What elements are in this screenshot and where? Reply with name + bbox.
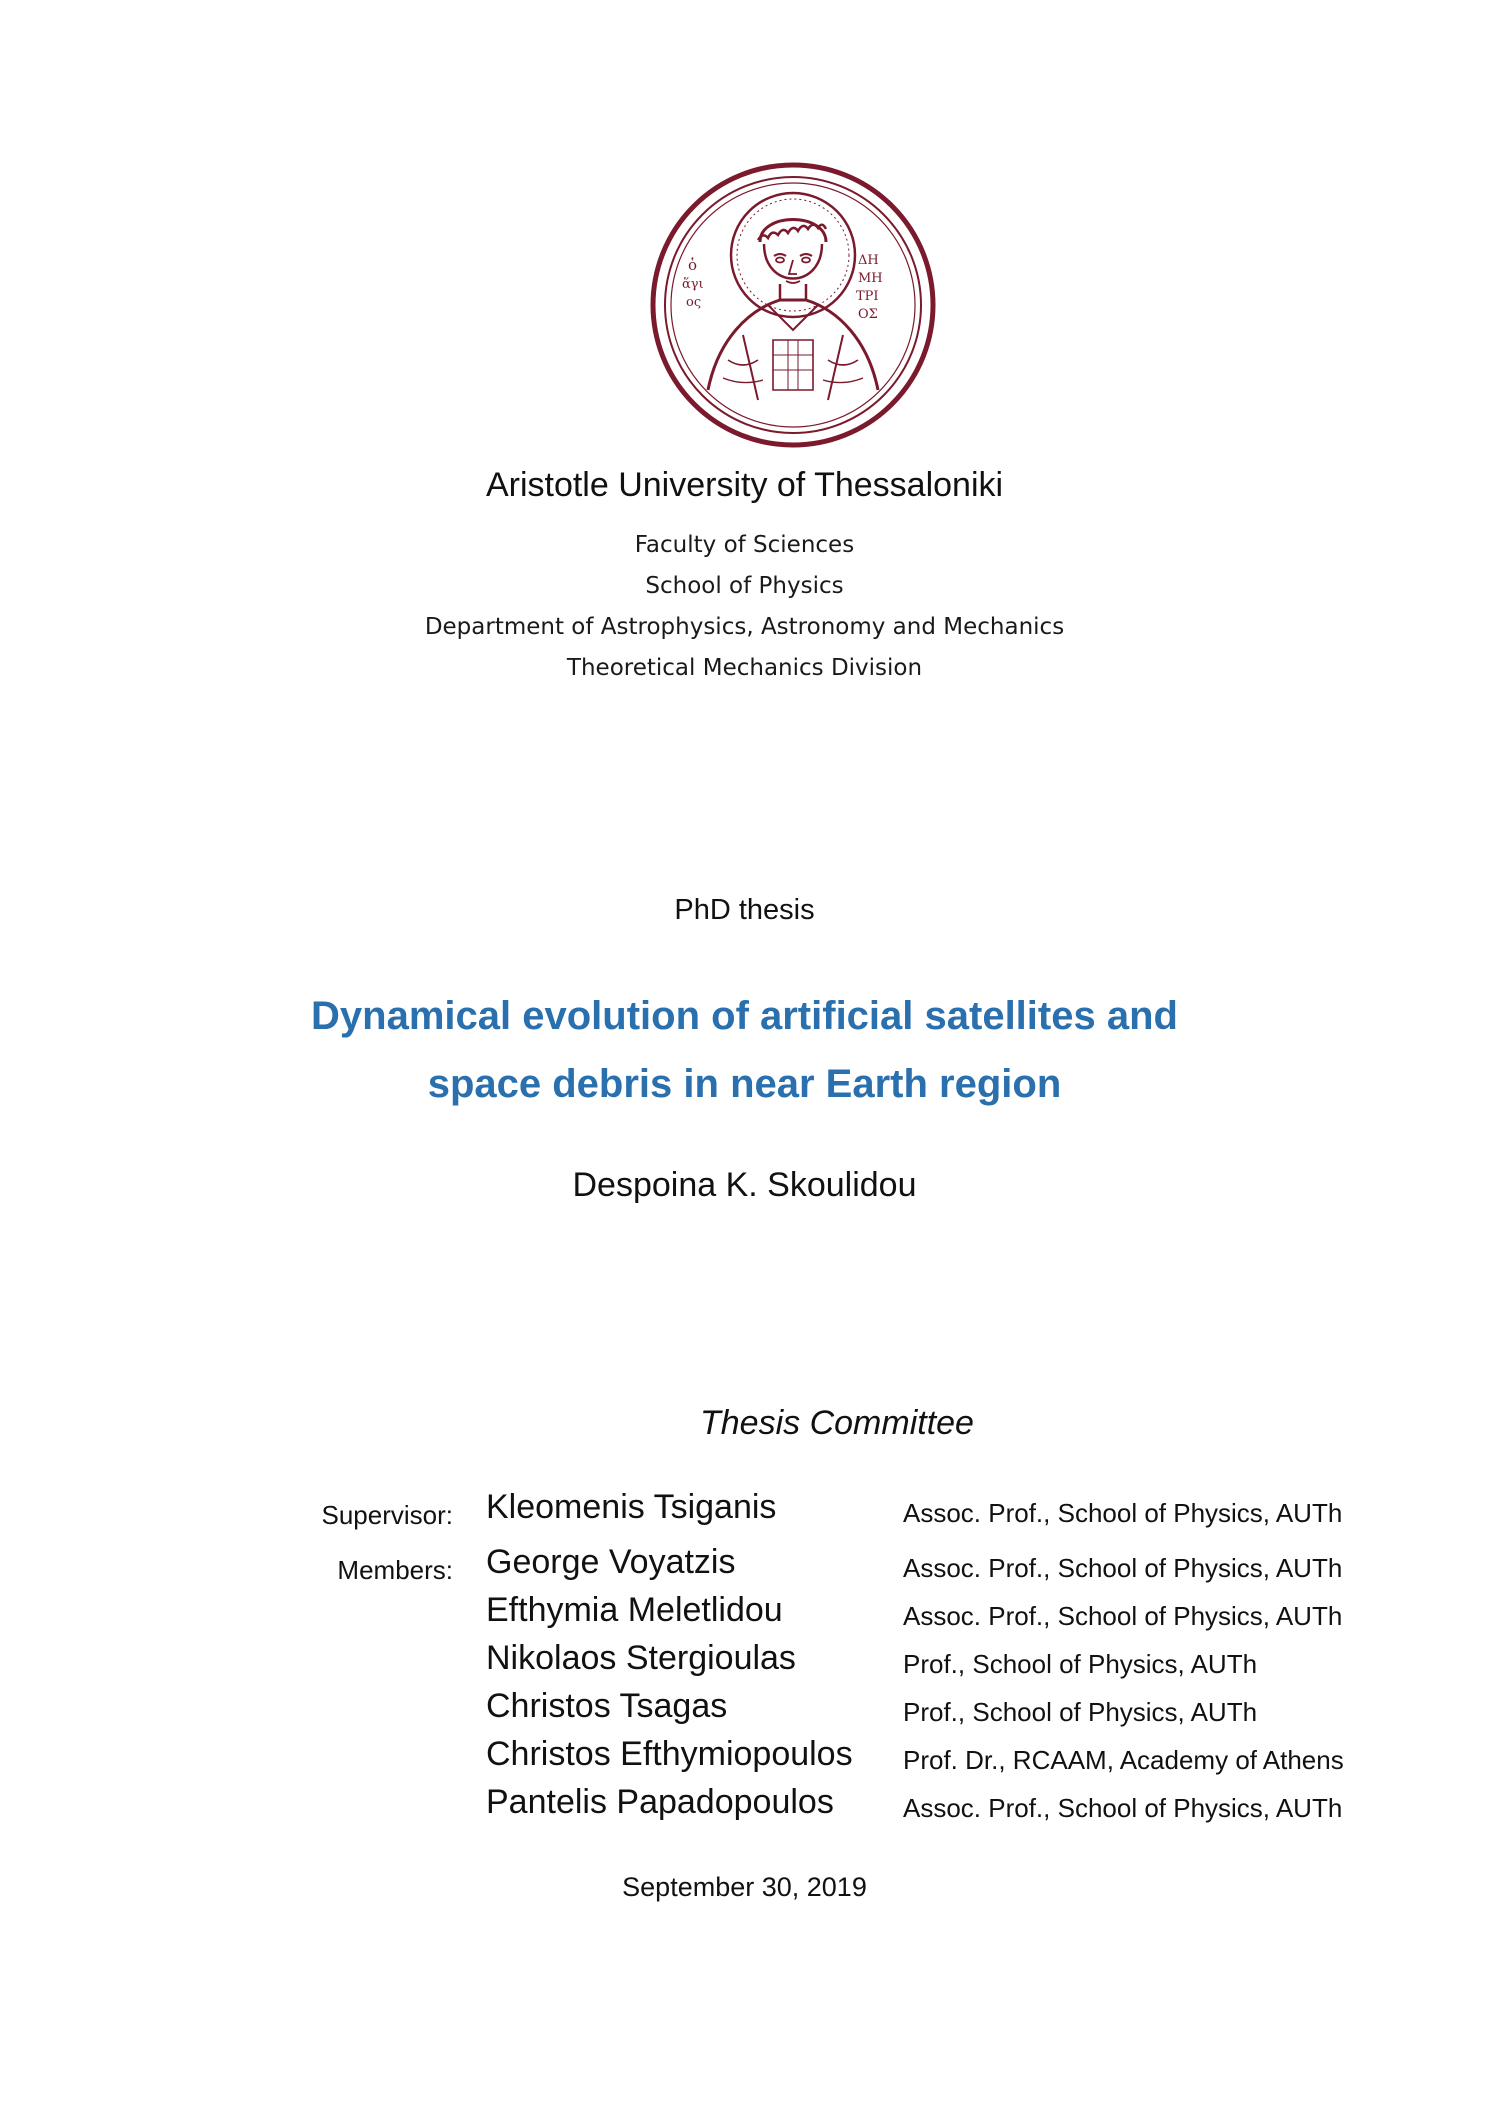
committee-row (0, 1543, 1489, 1589)
thesis-title (0, 982, 1489, 1118)
committee-affiliation: Prof., School of Physics, AUTh (903, 1649, 1258, 1679)
committee-row (0, 1639, 1489, 1685)
committee-row (0, 1687, 1489, 1733)
svg-text:ἅγι: ἅγι (682, 277, 704, 292)
committee-name: Kleomenis Tsiganis (486, 1488, 777, 1526)
svg-text:ΜΗ: ΜΗ (858, 271, 883, 286)
committee-name: Efthymia Meletlidou (486, 1591, 783, 1629)
committee-name: Nikolaos Stergioulas (486, 1639, 796, 1677)
committee-name: Pantelis Papadopoulos (486, 1783, 834, 1821)
thesis-title-line: space debris in near Earth region (427, 1062, 1062, 1106)
committee-affiliation: Prof., School of Physics, AUTh (903, 1697, 1258, 1727)
committee-row (0, 1735, 1489, 1781)
svg-text:ΤΡΙ: ΤΡΙ (856, 289, 879, 304)
author-name: Despoina K. Skoulidou (572, 1166, 917, 1204)
svg-text:ΟΣ: ΟΣ (858, 307, 878, 322)
thesis-title-line: Dynamical evolution of artificial satellites and (311, 994, 1178, 1038)
svg-text:ος: ος (686, 295, 702, 310)
faculty-block (0, 525, 1489, 689)
school-line: School of Physics (645, 573, 844, 599)
committee-role: Members: (337, 1555, 453, 1585)
committee-name: Christos Efthymiopoulos (486, 1735, 853, 1773)
committee-name: Christos Tsagas (486, 1687, 728, 1725)
submission-date: September 30, 2019 (622, 1872, 867, 1902)
committee-affiliation: Prof. Dr., RCAAM, Academy of Athens (903, 1745, 1344, 1775)
committee-affiliation: Assoc. Prof., School of Physics, AUTh (903, 1793, 1343, 1823)
committee-heading: Thesis Committee (700, 1404, 974, 1442)
committee-row (0, 1488, 1489, 1534)
committee-row (0, 1591, 1489, 1637)
committee-name: George Voyatzis (486, 1543, 736, 1581)
committee-affiliation: Assoc. Prof., School of Physics, AUTh (903, 1553, 1343, 1583)
university-seal-logo (648, 160, 938, 450)
committee-row (0, 1783, 1489, 1829)
faculty-line: Faculty of Sciences (634, 532, 855, 558)
committee-role: Supervisor: (321, 1500, 453, 1530)
svg-text:ΔΗ: ΔΗ (858, 253, 879, 268)
university-name: Aristotle University of Thessaloniki (485, 466, 1004, 504)
degree-label: PhD thesis (674, 894, 815, 926)
committee-affiliation: Assoc. Prof., School of Physics, AUTh (903, 1498, 1343, 1528)
division-line: Theoretical Mechanics Division (566, 655, 923, 681)
seal-left-text: ὁ (688, 256, 698, 274)
committee-affiliation: Assoc. Prof., School of Physics, AUTh (903, 1601, 1343, 1631)
department-line: Department of Astrophysics, Astronomy and Mechanics (424, 614, 1065, 640)
